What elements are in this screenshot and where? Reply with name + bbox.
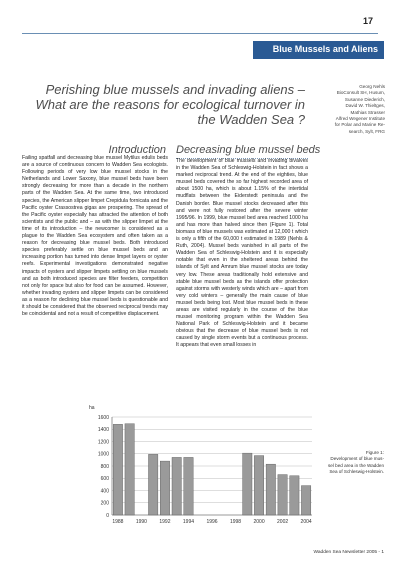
x-tick-label: 1988 — [112, 519, 124, 525]
section-banner — [253, 41, 384, 59]
y-tick-label: 600 — [100, 476, 109, 483]
bar-1992 — [160, 461, 169, 515]
x-tick-label: 1998 — [229, 519, 242, 525]
y-axis-label: ha — [89, 405, 95, 411]
decreasing-beds-text: The development of blue mussels and invading bivalves in the Wadden Sea of Schleswig-Holstein in fact shows a marked reciprocal trend. At the end of the eighties, blue mussel beds covered the so far highest recorded area of about 1500 ha, which is about 1.15% of the intertidal mudflats between the Eiderstedt peninsula and the Danish border. Blue mussel stocks decreased after this and were not fully restored after the severe winter 1995/96. In 1999, blue mussel bed area reached 1000 ha and has more than halved since then (Figure 1). Total biomass of blue mussels was estimated at 12,000 t which is only a fifth of the 60,000 t estimated in 1989 (Nehls & Ruth, 2004). Mussel beds vanished in all parts of the Wadden Sea of Schleswig-Holstein and it is especially notable that even in the sheltered areas behind the islands of Sylt and Amrum blue mussel stocks are today very low. These areas traditionally hold extensive and stable blue mussel beds as the islands offer protection against storms with westerly winds which are – apart from very cold winters – generally the main cause of blue mussel beds being lost. Most blue mussel beds in these areas are visited regularly in the course of the blue mussel monitoring program within the Wadden Sea National Park of Schleswig-Holstein and it became obvious that the decrease of blue mussel beds is not caused by single storm events but a continuous process. It appears that even small losses in — [176, 158, 308, 349]
y-tick-label: 400 — [100, 488, 109, 495]
bar-1989 — [125, 424, 134, 515]
x-tick-label: 1990 — [135, 519, 147, 525]
bar-1993 — [172, 457, 181, 515]
bar-2004 — [301, 486, 310, 515]
x-tick-label: 2000 — [253, 519, 265, 525]
bar-1994 — [184, 457, 193, 515]
bar-2000 — [254, 456, 263, 515]
y-tick-label: 1000 — [97, 451, 109, 458]
x-tick-label: 1996 — [206, 519, 218, 525]
y-tick-label: 1200 — [97, 439, 109, 446]
section-banner-label: Blue Mussels and Aliens — [272, 44, 378, 54]
x-tick-label: 1994 — [182, 519, 195, 525]
x-tick-label: 2002 — [277, 519, 289, 525]
bar-2002 — [278, 475, 287, 515]
page-number: 17 — [363, 16, 374, 26]
bar-2003 — [290, 476, 299, 515]
x-tick-label: 1992 — [159, 519, 171, 525]
bar-1991 — [148, 454, 157, 515]
article-title: Perishing blue mussels and invading aliens – What are the reasons for ecological turnover in the Wadden Sea ? — [35, 82, 305, 127]
introduction-heading: Introduction — [108, 144, 166, 156]
bar-1988 — [113, 424, 122, 515]
figure-caption: Figure 1: Development of blue mus- sel bed area in the Wadden Sea of Schleswig-Holstein. — [327, 450, 384, 474]
bar-2001 — [266, 464, 275, 515]
x-tick-label: 2004 — [300, 519, 312, 525]
y-tick-label: 1400 — [97, 427, 109, 434]
y-tick-label: 200 — [100, 500, 109, 507]
footer-text: Wadden Sea Newsletter 2005 - 1 — [313, 550, 384, 555]
y-tick-label: 0 — [106, 512, 109, 519]
bar-1999 — [243, 453, 252, 515]
header-rule — [22, 33, 378, 34]
author-block: Georg Nehls BioConsult SH, Husum, Susanne Diederich, David W. Thieltges, Mathias Strasser Alfred Wegener Institute for Polar and Marine Re- search, Sylt, FRG — [334, 84, 385, 134]
decreasing-beds-heading: Decreasing blue mussel beds — [176, 144, 321, 156]
introduction-text: Failing spatfall and decreasing blue mussel Mytilus edulis beds are a source of continuous concern to Wadden Sea ecologists. Following periods of very low blue mussel stocks in the Netherlands and Lower Saxony, blue mussel beds have been strongly decreasing for more than a decade in the northern parts of the Wadden Sea. At the same time, two introduced species, the American slipper limpet Crepidula fornicata and the Pacific oyster Crassostrea gigas are prospering. The spread of the Pacific oyster especially has attracted the attention of both scientists and the public and – as with the slipper limpet at the time of its introduction – the newcomer is considered as a plague to the Wadden Sea ecosystem and often taken as a reason for decreasing blue mussel beds. Both introduced species preferably settle on blue mussel beds and an increasing portion has turned into dense limpet layers or oyster reefs. Experimental investigations demonstrated negative impacts of oysters and slipper limpets settling on blue mussels and as both introduced species are filter feeders, competition not only for space but also for food can be assumed. However, whether invading oysters and slipper limpets can be considered as a reason for declining blue mussel beds is questionable and it should be considered that the observed reciprocal trends may be coincidental and not a result of competitive displacement. — [22, 155, 168, 318]
y-tick-label: 800 — [100, 463, 109, 470]
y-tick-label: 1600 — [97, 414, 109, 421]
blue-mussel-bed-chart — [22, 400, 312, 560]
